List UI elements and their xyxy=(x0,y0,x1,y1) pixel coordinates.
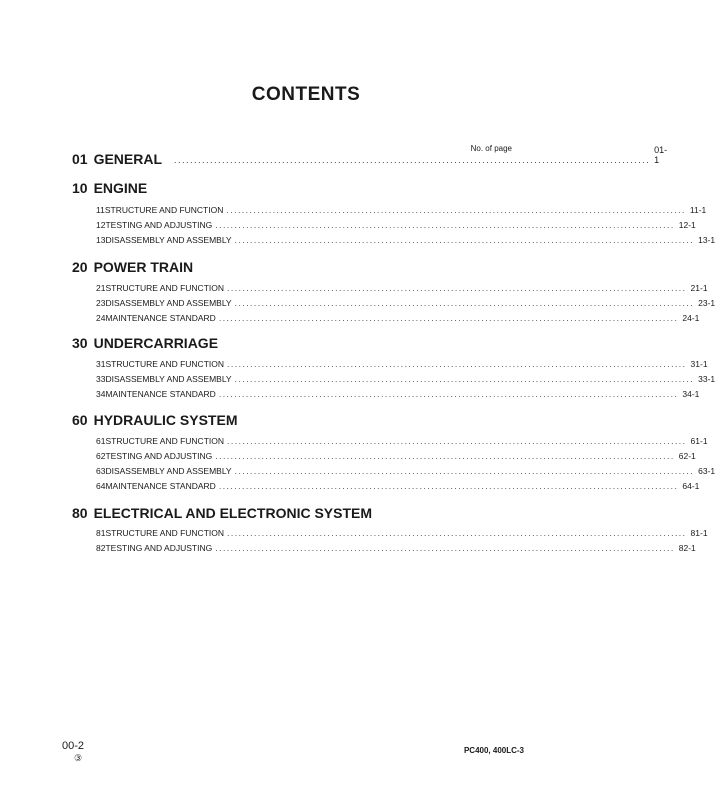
dot-leader: ....................................................................................................................... xyxy=(218,389,679,399)
no-of-page-label: No. of page xyxy=(470,144,512,153)
dot-leader: ....................................................................................................................... xyxy=(218,481,679,491)
revision-mark: ③ xyxy=(74,753,83,763)
dot-leader: ....................................................................................................................... xyxy=(234,466,695,476)
footer-model: PC400, 400LC-3 xyxy=(463,746,524,755)
item-label: STRUCTURE AND FUNCTION xyxy=(105,436,224,446)
toc-row[interactable] xyxy=(96,448,696,461)
item-label: MAINTENANCE STANDARD xyxy=(105,313,216,323)
section-title xyxy=(72,505,378,521)
item-number: 24 xyxy=(96,313,106,323)
toc-row[interactable] xyxy=(96,280,708,293)
section-number: 30 xyxy=(72,335,88,351)
item-number: 61 xyxy=(96,436,106,446)
item-page: 24-1 xyxy=(682,313,700,323)
item-page: 81-1 xyxy=(690,528,708,538)
dot-leader: ....................................................................................................................... xyxy=(234,374,695,384)
toc-row[interactable] xyxy=(96,525,708,538)
toc-row[interactable] xyxy=(96,217,696,230)
item-number: 33 xyxy=(96,374,106,384)
section-heading[interactable] xyxy=(72,333,512,351)
section-name: ELECTRICAL AND ELECTRONIC SYSTEM xyxy=(93,505,373,521)
item-number: 21 xyxy=(96,283,106,293)
section-number: 60 xyxy=(72,412,88,428)
item-number: 23 xyxy=(96,298,106,308)
item-page: 31-1 xyxy=(690,359,708,369)
item-page: 33-1 xyxy=(698,374,715,384)
item-page: 13-1 xyxy=(698,235,715,245)
toc-row[interactable] xyxy=(96,463,715,476)
item-label: TESTING AND ADJUSTING xyxy=(105,220,213,230)
section-title xyxy=(72,259,199,275)
item-label: DISASSEMBLY AND ASSEMBLY xyxy=(105,374,232,384)
dot-leader: ....................................................................................................................... xyxy=(234,235,695,245)
item-number: 63 xyxy=(96,466,106,476)
item-label: DISASSEMBLY AND ASSEMBLY xyxy=(105,466,232,476)
item-label: STRUCTURE AND FUNCTION xyxy=(105,283,224,293)
section-heading[interactable] xyxy=(72,178,512,196)
item-label: STRUCTURE AND FUNCTION xyxy=(105,528,224,538)
item-label: STRUCTURE AND FUNCTION xyxy=(105,359,224,369)
item-label: TESTING AND ADJUSTING xyxy=(105,543,213,553)
item-label: DISASSEMBLY AND ASSEMBLY xyxy=(105,298,232,308)
item-page: 61-1 xyxy=(690,436,708,446)
dot-leader: ....................................................................................................................... xyxy=(226,205,686,215)
item-number: 12 xyxy=(96,220,106,230)
item-page: 64-1 xyxy=(682,481,700,491)
item-number: 64 xyxy=(96,481,106,491)
section-name: GENERAL xyxy=(93,151,163,167)
section-name: POWER TRAIN xyxy=(93,259,194,275)
toc-row[interactable] xyxy=(96,478,700,491)
toc-row[interactable] xyxy=(96,386,700,399)
dot-leader: ....................................................................................................................... xyxy=(227,436,687,446)
item-page: 63-1 xyxy=(698,466,715,476)
item-number: 82 xyxy=(96,543,106,553)
dot-leader: ....................................................................................................................... xyxy=(227,283,687,293)
dot-leader: ....................................................................................................................... xyxy=(174,155,651,165)
item-label: TESTING AND ADJUSTING xyxy=(105,451,213,461)
toc-row[interactable] xyxy=(96,371,715,384)
page-number: 00-2 xyxy=(62,740,85,752)
item-page: 23-1 xyxy=(698,298,715,308)
section-title xyxy=(72,335,224,351)
section-title xyxy=(72,412,243,428)
item-page: 62-1 xyxy=(678,451,696,461)
toc-row[interactable] xyxy=(96,295,715,308)
dot-leader: ....................................................................................................................... xyxy=(215,543,675,553)
item-number: 81 xyxy=(96,528,106,538)
section-name: HYDRAULIC SYSTEM xyxy=(93,412,238,428)
dot-leader: ....................................................................................................................... xyxy=(215,451,675,461)
section-page: 01-1 xyxy=(654,145,668,165)
dot-leader: ....................................................................................................................... xyxy=(218,313,679,323)
dot-leader: ....................................................................................................................... xyxy=(215,220,675,230)
page-title: CONTENTS xyxy=(251,84,361,105)
item-label: MAINTENANCE STANDARD xyxy=(105,481,216,491)
item-page: 21-1 xyxy=(690,283,708,293)
item-number: 13 xyxy=(96,235,106,245)
item-page: 11-1 xyxy=(689,205,707,215)
section-heading[interactable] xyxy=(72,410,512,428)
section-heading[interactable] xyxy=(72,257,512,275)
item-page: 82-1 xyxy=(678,543,696,553)
item-page: 12-1 xyxy=(678,220,696,230)
section-number: 10 xyxy=(72,180,88,196)
item-number: 11 xyxy=(96,205,105,215)
section-title xyxy=(72,151,168,167)
section-number: 20 xyxy=(72,259,88,275)
toc-row[interactable] xyxy=(96,310,700,323)
dot-leader: ....................................................................................................................... xyxy=(227,528,687,538)
section-heading[interactable] xyxy=(72,503,512,521)
item-number: 62 xyxy=(96,451,106,461)
dot-leader: ....................................................................................................................... xyxy=(234,298,695,308)
toc-row[interactable] xyxy=(96,540,696,553)
item-number: 31 xyxy=(96,359,106,369)
footer-page-number xyxy=(62,740,84,764)
dot-leader: ....................................................................................................................... xyxy=(227,359,687,369)
section-number: 80 xyxy=(72,505,88,521)
toc-row[interactable] xyxy=(96,232,715,245)
item-number: 34 xyxy=(96,389,106,399)
section-number: 01 xyxy=(72,151,88,167)
item-label: STRUCTURE AND FUNCTION xyxy=(104,205,224,215)
section-title xyxy=(72,180,153,196)
item-label: DISASSEMBLY AND ASSEMBLY xyxy=(105,235,232,245)
toc-row[interactable] xyxy=(96,433,708,446)
item-page: 34-1 xyxy=(682,389,700,399)
item-label: MAINTENANCE STANDARD xyxy=(105,389,216,399)
toc-row[interactable] xyxy=(96,202,707,215)
section-name: ENGINE xyxy=(93,180,148,196)
toc-row[interactable] xyxy=(96,356,708,369)
section-name: UNDERCARRIAGE xyxy=(93,335,219,351)
